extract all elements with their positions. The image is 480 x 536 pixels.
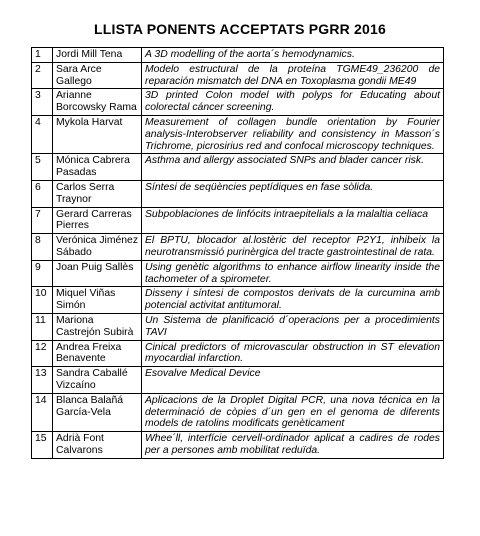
row-number: 3 — [32, 89, 53, 116]
table-row — [32, 48, 444, 63]
talk-title: Cinical predictors of microvascular obstruction in ST elevation myocardial infarction. — [142, 340, 444, 367]
talk-title: Aplicacions de la Droplet Digital PCR, una nova técnica en la determinació de còpies d´un gen en el genoma de diferents models de ratolins modificats genèticament — [142, 393, 444, 431]
row-number: 8 — [32, 234, 53, 261]
talk-title: Using genètic algorithms to enhance airflow linearity inside the tachometer of a spirometer. — [142, 260, 444, 287]
speaker-name: Mónica Cabrera Pasadas — [53, 154, 142, 181]
speakers-table — [31, 47, 444, 459]
table-row — [32, 115, 444, 153]
table-row — [32, 367, 444, 394]
speaker-name: Sandra Caballé Vizcaíno — [53, 367, 142, 394]
talk-title: Modelo estructural de la proteína TGME49_236200 de reparación mismatch del DNA en Toxoplasma gondii ME49 — [142, 62, 444, 89]
row-number: 1 — [32, 48, 53, 63]
table-row — [32, 154, 444, 181]
speaker-name: Verónica Jiménez Sábado — [53, 234, 142, 261]
speaker-name: Sara Arce Gallego — [53, 62, 142, 89]
table-row — [32, 432, 444, 459]
row-number: 6 — [32, 180, 53, 207]
speaker-name: Arianne Borcowsky Rama — [53, 89, 142, 116]
row-number: 5 — [32, 154, 53, 181]
row-number: 7 — [32, 207, 53, 234]
speaker-name: Adrià Font Calvarons — [53, 432, 142, 459]
talk-title: 3D printed Colon model with polyps for Educating about colorectal cáncer screening. — [142, 89, 444, 116]
talk-title: Un Sistema de planificació d´operacions per a procedimients TAVI — [142, 313, 444, 340]
speaker-name: Miquel Viñas Simón — [53, 287, 142, 314]
row-number: 9 — [32, 260, 53, 287]
speaker-name: Mykola Harvat — [53, 115, 142, 153]
table-row — [32, 393, 444, 431]
table-row — [32, 234, 444, 261]
document-title: LLISTA PONENTS ACCEPTATS PGRR 2016 — [93, 21, 387, 37]
speaker-name: Andrea Freixa Benavente — [53, 340, 142, 367]
table-row — [32, 180, 444, 207]
row-number: 15 — [32, 432, 53, 459]
table-row — [32, 89, 444, 116]
talk-title: Asthma and allergy associated SNPs and blader cancer risk. — [142, 154, 444, 181]
table-row — [32, 340, 444, 367]
talk-title: Measurement of collagen bundle orientation by Fourier analysis-Interobserver reliability and consistency in Masson´s Trichrome, picrosirius red and confocal microscopy techniques. — [142, 115, 444, 153]
table-row — [32, 62, 444, 89]
speaker-name: Blanca Balañá García-Vela — [53, 393, 142, 431]
talk-title: Disseny i síntesi de compostos derivats de la curcumina amb potencial activitat antitumoral. — [142, 287, 444, 314]
talk-title: Whee´ll, interfície cervell-ordinador aplicat a cadires de rodes per a persones amb mobilitat reduïda. — [142, 432, 444, 459]
table-row — [32, 260, 444, 287]
row-number: 12 — [32, 340, 53, 367]
row-number: 14 — [32, 393, 53, 431]
row-number: 13 — [32, 367, 53, 394]
talk-title: Esovalve Medical Device — [142, 367, 444, 394]
table-row — [32, 287, 444, 314]
row-number: 2 — [32, 62, 53, 89]
speaker-name: Jordi Mill Tena — [53, 48, 142, 63]
speaker-name: Joan Puig Sallès — [53, 260, 142, 287]
speaker-name: Gerard Carreras Pierres — [53, 207, 142, 234]
talk-title: Subpoblaciones de linfócits intraepitelials a la malaltia celiaca — [142, 207, 444, 234]
row-number: 4 — [32, 115, 53, 153]
speaker-name: Mariona Castrejón Subirà — [53, 313, 142, 340]
talk-title: Síntesi de seqüències peptídiques en fase sòlida. — [142, 180, 444, 207]
row-number: 10 — [32, 287, 53, 314]
talk-title: El BPTU, blocador al.lostèric del receptor P2Y1, inhibeix la neurotransmissió purinèrgica del tracte gastrointestinal de rata. — [142, 234, 444, 261]
talk-title: A 3D modelling of the aorta´s hemodynamics. — [142, 48, 444, 63]
row-number: 11 — [32, 313, 53, 340]
speaker-name: Carlos Serra Traynor — [53, 180, 142, 207]
table-row — [32, 207, 444, 234]
table-row — [32, 313, 444, 340]
